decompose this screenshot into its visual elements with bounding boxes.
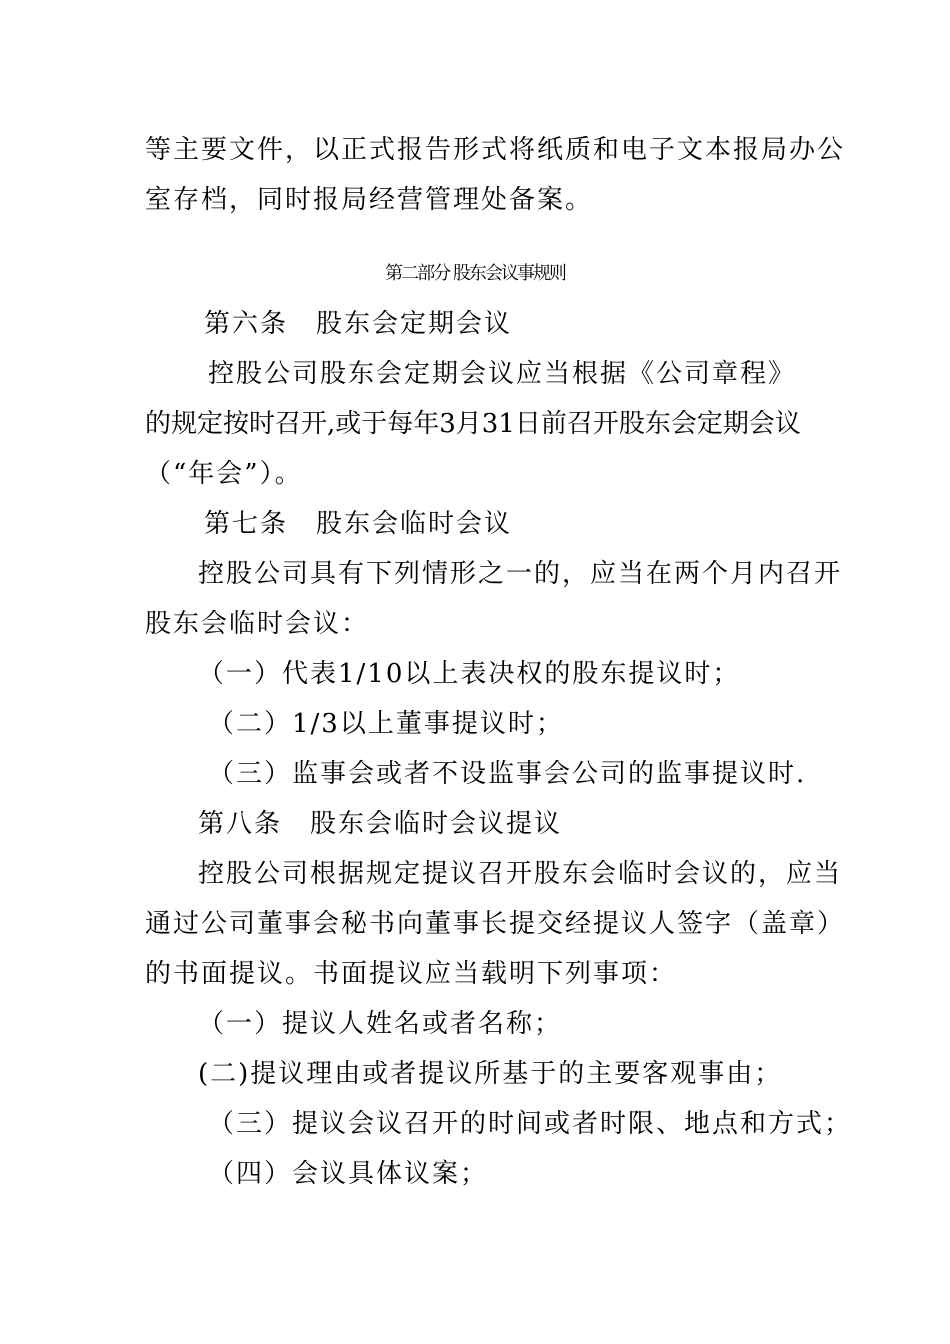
paragraph-line: 室存档，同时报局经营管理处备案。 [145,185,594,215]
list-item: （三）提议会议召开的时间或者时限、地点和方式； [208,1109,853,1139]
section-heading: 第二部分 股东会议事规则 [385,263,565,284]
paragraph-line: 的规定按时召开,或于每年3月31日前召开股东会定期会议 [145,409,801,439]
list-item: （一）代表1/10以上表决权的股东提议时； [198,659,741,689]
article-heading: 第六条 股东会定期会议 [204,309,513,339]
paragraph-line: 等主要文件，以正式报告形式将纸质和电子文本报局办公 [145,135,846,165]
paragraph-line: 的书面提议。书面提议应当载明下列事项： [145,959,678,989]
list-item: （二）1/3以上董事提议时； [208,709,564,739]
paragraph-line: 控股公司具有下列情形之一的，应当在两个月内召开 [198,559,843,589]
paragraph-line: （“年会”）。 [145,459,303,489]
paragraph-line: 通过公司董事会秘书向董事长提交经提议人签字（盖章） [145,909,846,939]
list-item: （四）会议具体议案； [208,1159,489,1189]
list-item: （一）提议人姓名或者名称； [198,1009,563,1039]
list-item: （三）监事会或者不设监事会公司的监事提议时. [208,759,807,789]
article-heading: 第八条 股东会临时会议提议 [198,809,563,839]
paragraph-line: 控股公司股东会定期会议应当根据《公司章程》 [208,359,797,389]
list-item: (二)提议理由或者提议所基于的主要客观事由； [198,1059,783,1089]
article-heading: 第七条 股东会临时会议 [204,509,513,539]
paragraph-line: 控股公司根据规定提议召开股东会临时会议的，应当 [198,859,843,889]
paragraph-line: 股东会临时会议： [145,609,370,639]
